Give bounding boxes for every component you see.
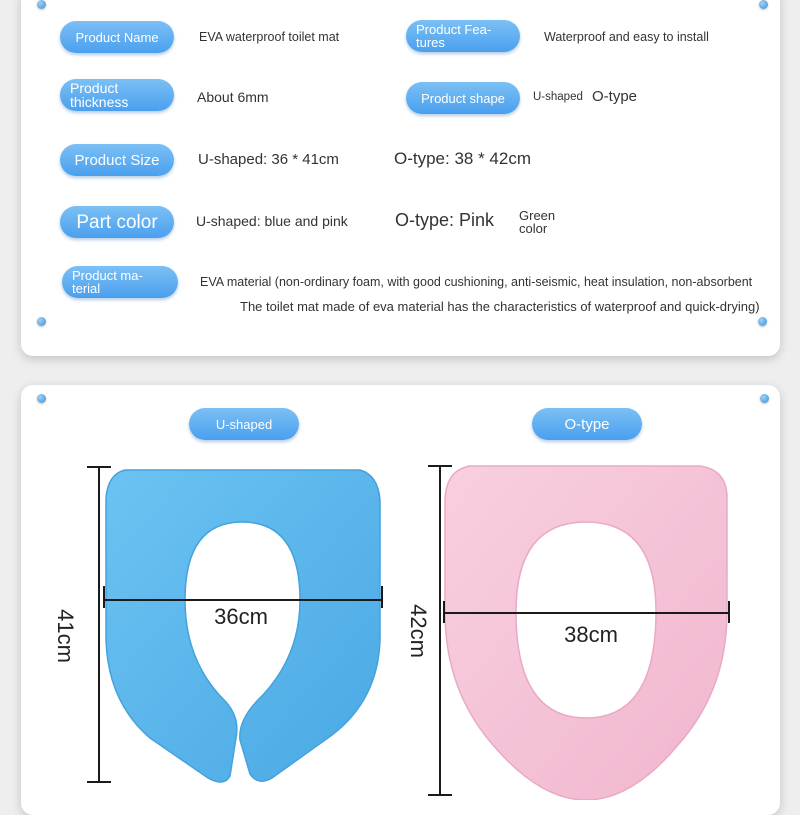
u-height-label: 41cm [53,609,78,663]
product-material-note: The toilet mat made of eva material has the characteristics of waterproof and quick-drying) [240,299,760,314]
product-material-label: Product ma- terial [62,266,178,298]
product-features-label: Product Fea- tures [406,20,520,52]
product-name-label: Product Name [60,21,174,53]
product-name-value: EVA waterproof toilet mat [199,30,340,44]
part-color-label: Part color [60,206,174,238]
product-material-value: EVA material (non-ordinary foam, with good cushioning, anti-seismic, heat insulation, non-absorbent [200,275,753,289]
product-shape-value-o: O-type [592,88,638,105]
part-color-o-value: O-type: Pink [395,210,495,230]
o-width-label: 38cm [564,622,618,647]
product-shape-value-u: U-shaped [533,91,583,103]
product-features-value: Waterproof and easy to install [544,30,709,44]
o-type-tag: O-type [532,408,642,440]
u-shaped-tag: U-shaped [189,408,299,440]
part-color-extra-value: Green color [519,208,556,236]
o-height-label: 42cm [406,604,431,658]
product-size-o-value: O-type: 38 * 42cm [394,149,532,168]
product-size-u-value: U-shaped: 36 * 41cm [198,151,339,168]
product-shape-label: Product shape [406,82,520,114]
product-thickness-label: Product thickness [60,79,174,111]
product-thickness-value: About 6mm [197,89,269,105]
part-color-u-value: U-shaped: blue and pink [196,213,348,229]
product-size-label: Product Size [60,144,174,176]
u-width-label: 36cm [214,604,268,629]
